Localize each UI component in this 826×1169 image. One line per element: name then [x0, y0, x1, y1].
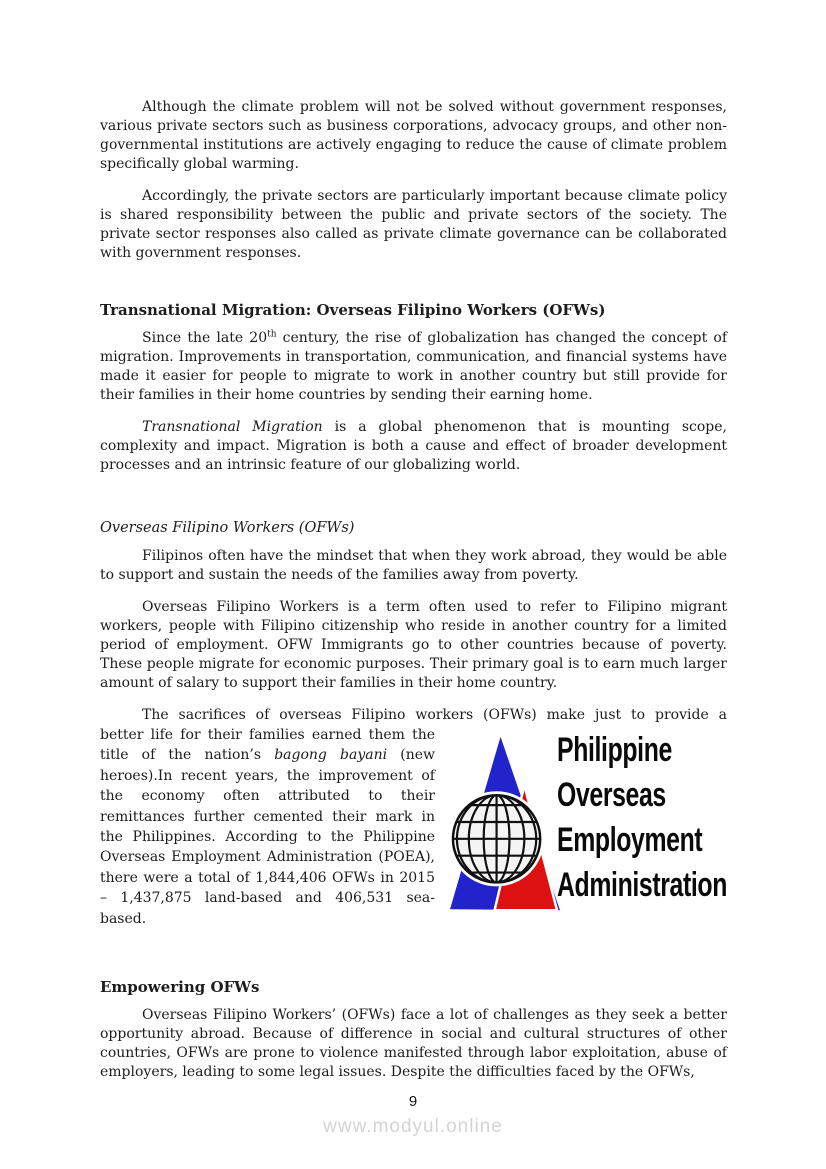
poea-logo [449, 727, 741, 915]
text-segment: (new heroes).In recent years, the improvement of the economy often attributed to their remittances further cemented their mark in the Philippines. According to the Philippine Overseas Employment Administration (POEA), there were a total of 1,844,406 OFWs in 2015 – 1,437,875 land-based and 406,531 sea-based. [100, 747, 435, 927]
paragraph-transnational-migration [100, 418, 727, 475]
text-segment: better life for their families earned them the title of the nation’s [100, 727, 435, 764]
paragraph-ofw-challenges: Overseas Filipino Workers’ (OFWs) face a lot of challenges as they seek a better opportunity abroad. Because of difference in social and cultural structures of other countries, OFWs are prone to violence manifested through labor exploitation, abuse of employers, leading to some legal issues. Despite the difficulties faced by the OFWs, [100, 1007, 727, 1081]
italic-term: Transnational Migration [142, 419, 323, 435]
paragraph-ofw-sacrifices [100, 706, 727, 929]
italic-bagong-bayani: bagong bayani [274, 747, 388, 764]
text-segment: is a global phenomenon that is mounting scope, complexity and impact. Migration is both a cause and effect of broader development processes and an intrinsic feature of our globalizing world. [100, 419, 727, 473]
paragraph-climate-intro: Although the climate problem will not be solved without government responses, various private sectors such as business corporations, advocacy groups, and other non-governmental institutions are actively engaging to reduce the cause of climate problem specifically global warming. [100, 99, 727, 172]
heading-empowering-ofws: Empowering OFWs [100, 978, 260, 997]
paragraph-globalization [100, 329, 727, 405]
superscript-th: th [267, 329, 277, 340]
watermark: www.modyul.online [323, 1116, 503, 1137]
paragraph-ofw-definition: Overseas Filipino Workers is a term often used to refer to Filipino migrant workers, people with Filipino citizenship who reside in another country for a limited period of employment. OFW Immigrants go to other countries because of poverty. These people migrate for economic purposes. Their primary goal is to earn much larger amount of salary to support their families in their home country. [100, 599, 727, 691]
globe-icon [449, 791, 544, 886]
logo-line-philippine: Philippine [557, 731, 672, 769]
logo-line-administration: Administration [557, 866, 728, 904]
subheading-overseas-filipino-workers: Overseas Filipino Workers (OFWs) [100, 520, 355, 536]
heading-transnational-migration: Transnational Migration: Overseas Filipino Workers (OFWs) [100, 301, 606, 319]
poea-logo-mark [449, 727, 561, 913]
logo-line-employment: Employment [557, 821, 703, 859]
poea-logo-text [557, 727, 790, 908]
text-segment: century, the rise of globalization has changed the concept of migration. Improvements in transportation, communication, and financial systems have made it easier for people to migrate to work in another country but still provide for their families in their home countries by sending their earning home. [100, 330, 727, 403]
paragraph-filipino-mindset: Filipinos often have the mindset that when they work abroad, they would be able to support and sustain the needs of the families away from poverty. [100, 548, 727, 583]
paragraph-private-sectors: Accordingly, the private sectors are particularly important because climate policy is shared responsibility between the public and private sectors of the society. The private sector responses also called as private climate governance can be collaborated with government responses. [100, 188, 727, 261]
page-number: 9 [408, 1093, 418, 1110]
text-segment: Since the late 20 [142, 330, 268, 346]
page-content [100, 98, 727, 1095]
text-wrap-zone [100, 725, 727, 929]
logo-line-overseas: Overseas [557, 776, 666, 814]
paragraph-first-line: The sacrifices of overseas Filipino workers (OFWs) make just to provide a [142, 707, 727, 723]
